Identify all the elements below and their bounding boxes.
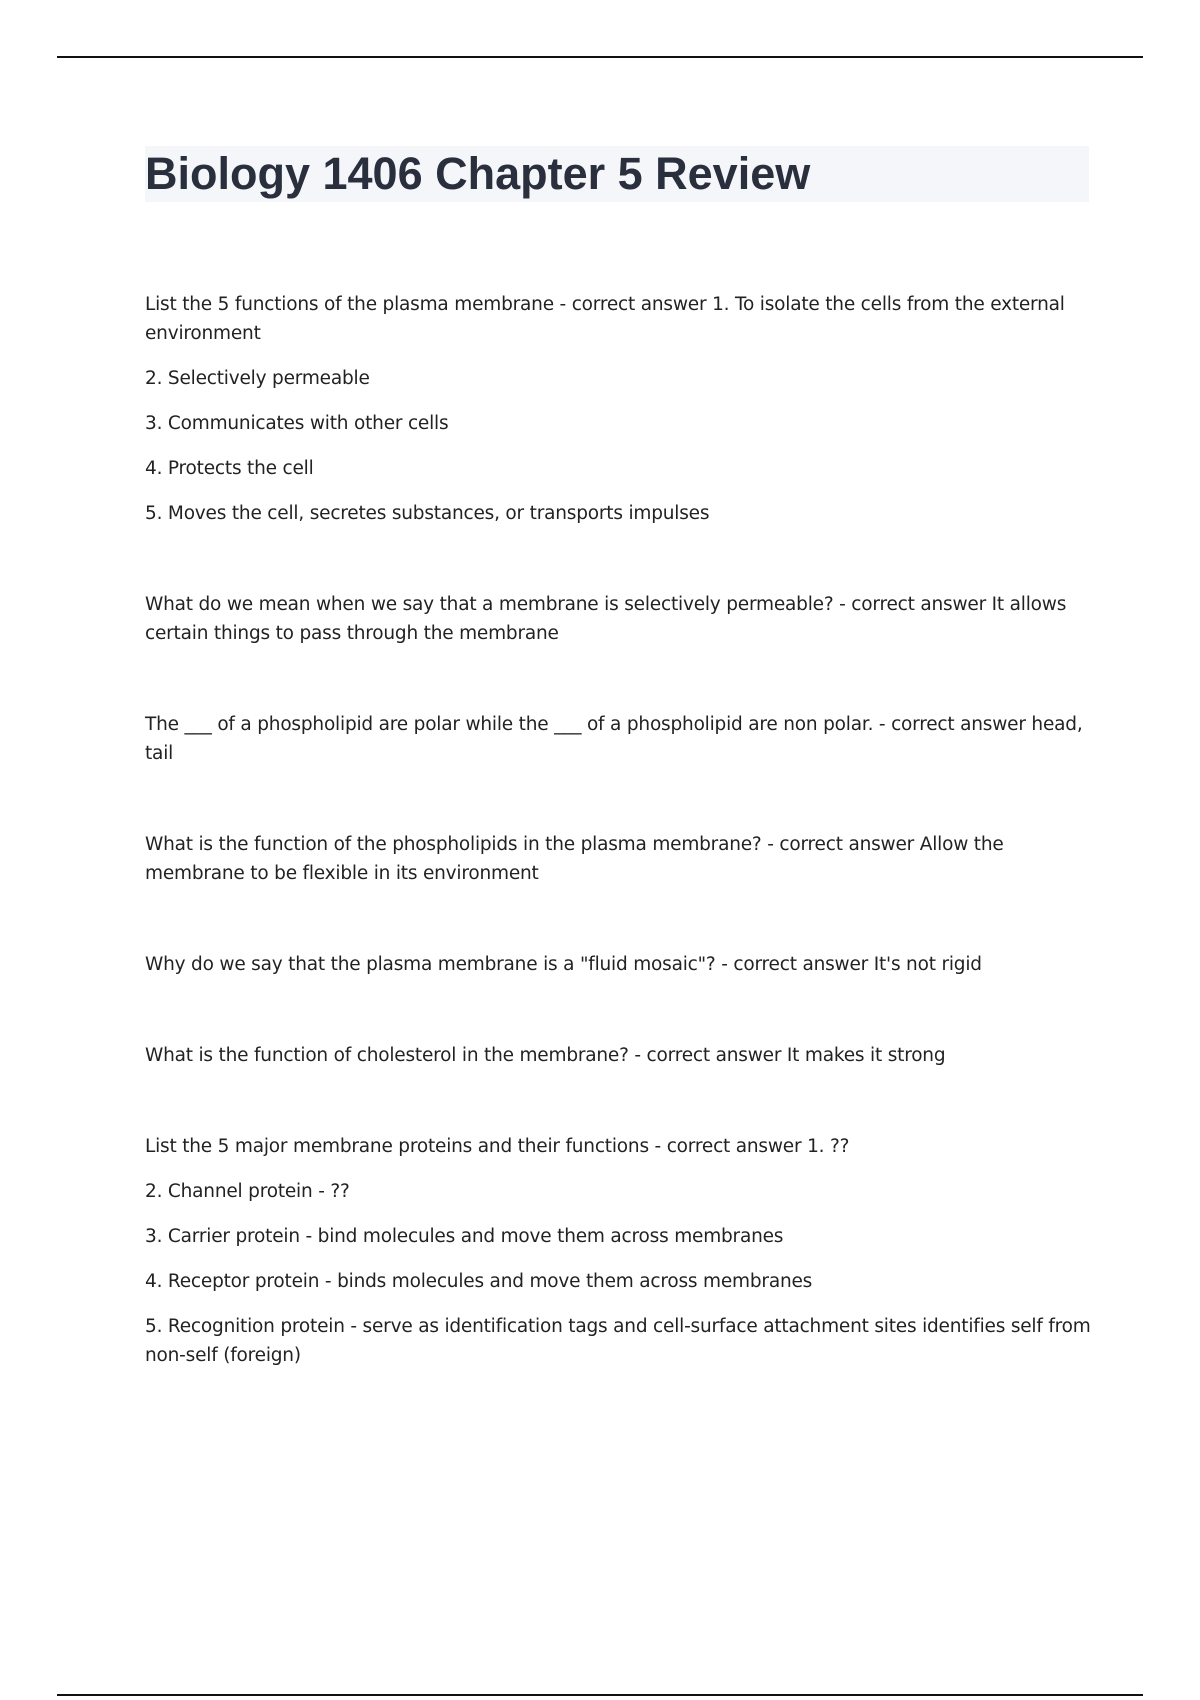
document-title: Biology 1406 Chapter 5 Review (145, 148, 811, 199)
document-body (145, 290, 1095, 1370)
spacer (145, 979, 1095, 1041)
spacer (145, 888, 1095, 950)
spacer (145, 648, 1095, 710)
qa-question: What do we mean when we say that a membrane is selectively permeable? - correct answer It allows certain things to pass through the membrane (145, 594, 1067, 644)
qa-question: The ___ of a phospholipid are polar while the ___ of a phospholipid are non polar. - correct answer head, tail (145, 714, 1083, 764)
qa-question: List the 5 major membrane proteins and their functions - correct answer 1. ?? (145, 1136, 850, 1157)
qa-question: What is the function of the phospholipids in the plasma membrane? - correct answer Allow the membrane to be flexible in its environment (145, 834, 1004, 884)
qa-question: List the 5 functions of the plasma membrane - correct answer 1. To isolate the cells from the external environment (145, 294, 1065, 344)
qa-block-selectively-permeable (145, 590, 1095, 648)
qa-block-cholesterol (145, 1041, 1095, 1070)
qa-answer-line: 2. Channel protein - ?? (145, 1181, 350, 1202)
top-rule (57, 56, 1143, 58)
bottom-rule (57, 1694, 1143, 1696)
qa-question: What is the function of cholesterol in the membrane? - correct answer It makes it strong (145, 1045, 946, 1066)
qa-block-phospholipid-function (145, 830, 1095, 888)
qa-answer-line: 3. Communicates with other cells (145, 413, 449, 434)
spacer (145, 528, 1095, 590)
qa-answer-line: 4. Receptor protein - binds molecules and move them across membranes (145, 1271, 813, 1292)
qa-answer-line: 3. Carrier protein - bind molecules and move them across membranes (145, 1226, 784, 1247)
qa-block-membrane-proteins (145, 1132, 1095, 1370)
qa-answer-line: 4. Protects the cell (145, 458, 314, 479)
qa-answer-line: 2. Selectively permeable (145, 368, 370, 389)
spacer (145, 768, 1095, 830)
qa-answer-line: 5. Recognition protein - serve as identification tags and cell-surface attachment sites identifies self from non-self (foreign) (145, 1316, 1091, 1366)
qa-block-plasma-membrane-functions (145, 290, 1095, 528)
qa-block-phospholipid-polarity (145, 710, 1095, 768)
spacer (145, 1070, 1095, 1132)
qa-answer-line: 5. Moves the cell, secretes substances, or transports impulses (145, 503, 710, 524)
qa-block-fluid-mosaic (145, 950, 1095, 979)
qa-question: Why do we say that the plasma membrane is a "fluid mosaic"? - correct answer It's not rigid (145, 954, 982, 975)
